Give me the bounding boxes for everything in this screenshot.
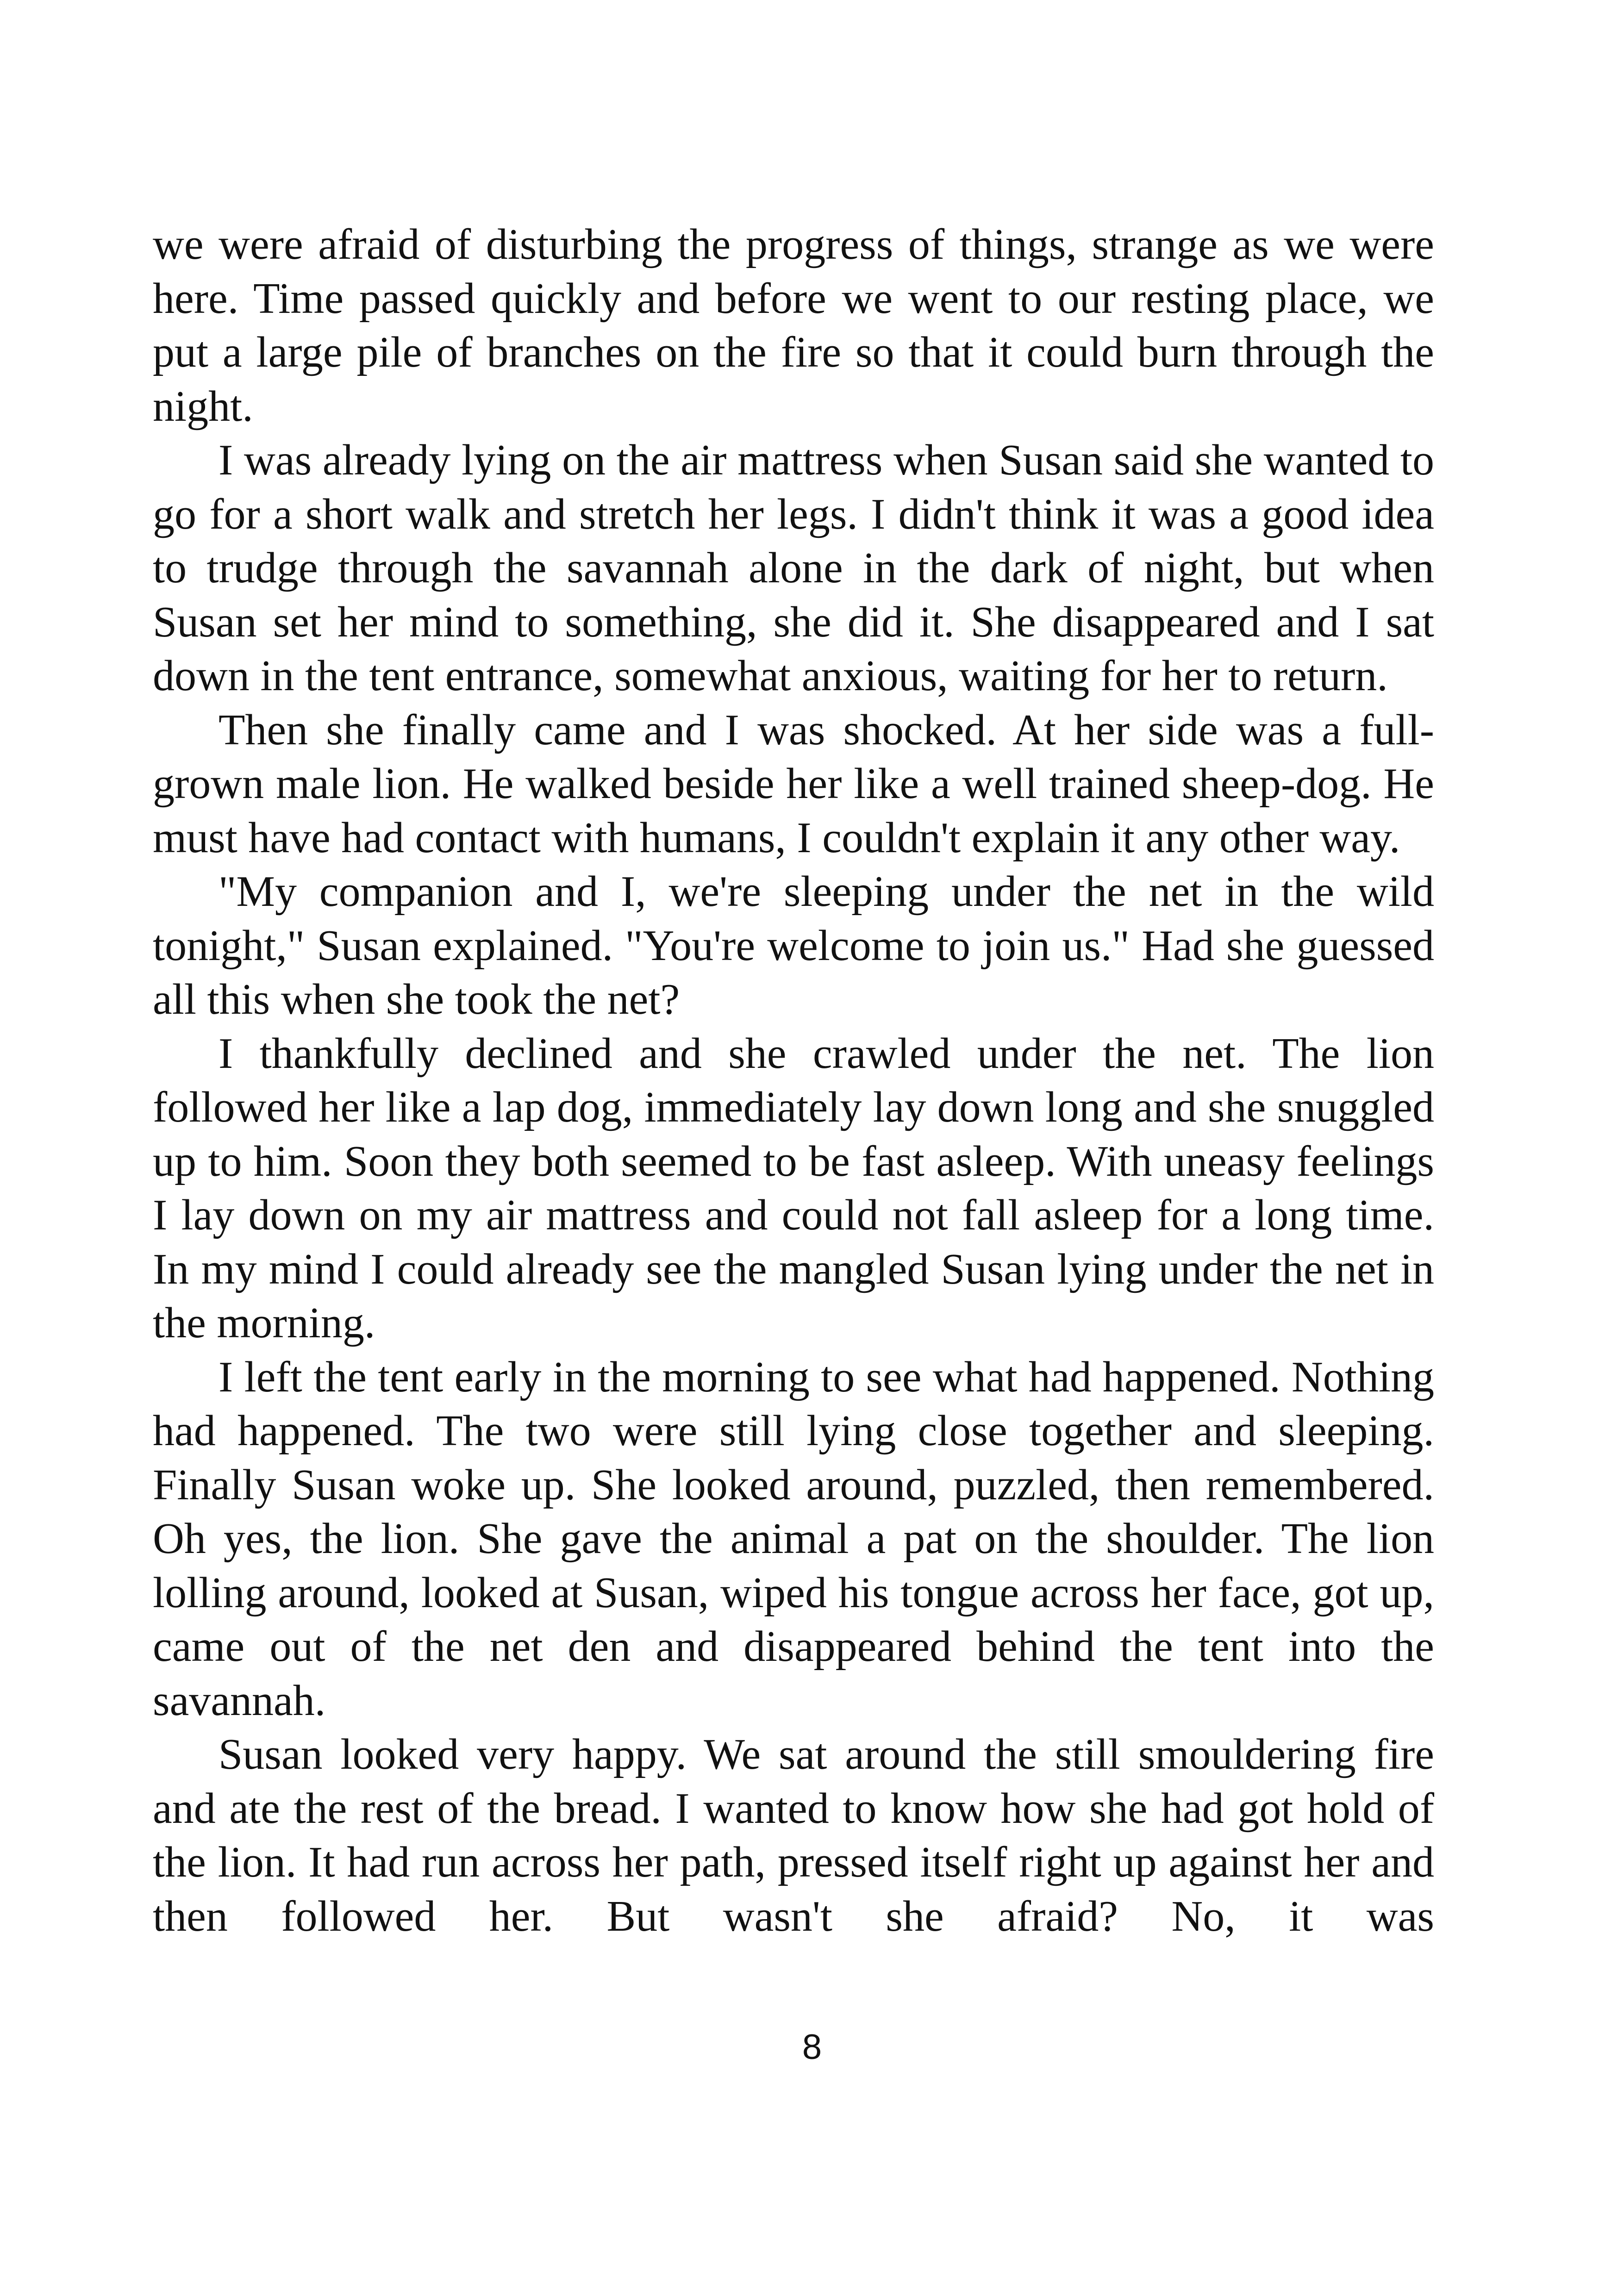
- page-number: 8: [802, 2027, 822, 2067]
- paragraph: Then she finally came and I was shocked. At her side was a full-grown male lion. He walked beside her like a well trained sheep-dog. He must have had contact with humans, I couldn't explain it any other way.: [153, 705, 1434, 862]
- paragraph: we were afraid of disturbing the progress of things, strange as we were here. Time passed quickly and before we went to our resting place, we put a large pile of branches on the fire so that it could burn through the night.: [153, 220, 1434, 430]
- paragraph: "My companion and I, we're sleeping under the net in the wild tonight," Susan explained. "You're welcome to join us." Had she guessed all this when she took the net?: [153, 867, 1434, 1023]
- paragraph: I was already lying on the air mattress when Susan said she wanted to go for a short walk and stretch her legs. I didn't think it was a good idea to trudge through the savannah alone in the dark of night, but when Susan set her mind to something, she did it. She disappeared and I sat down in the tent entrance, somewhat anxious, waiting for her to return.: [153, 436, 1434, 700]
- paragraph: I left the tent early in the morning to see what had happened. Nothing had happened. The two were still lying close together and sleeping. Finally Susan woke up. She looked around, puzzled, then remembered. Oh yes, the lion. She gave the animal a pat on the shoulder. The lion lolling around, looked at Susan, wiped his tongue across her face, got up, came out of the net den and disappeared behind the tent into the savannah.: [153, 1353, 1434, 1725]
- paragraph: Susan looked very happy. We sat around the still smouldering fire and ate the rest of the bread. I wanted to know how she had got hold of the lion. It had run across her path, pressed itself right up against her and then followed her. But wasn't she afraid? No, it was: [153, 1730, 1434, 1940]
- paragraph: I thankfully declined and she crawled under the net. The lion followed her like a lap dog, immediately lay down long and she snuggled up to him. Soon they both seemed to be fast asleep. With uneasy feelings I lay down on my air mattress and could not fall asleep for a long time. In my mind I could already see the mangled Susan lying under the net in the morning.: [153, 1029, 1434, 1347]
- body-text: [153, 218, 1434, 1943]
